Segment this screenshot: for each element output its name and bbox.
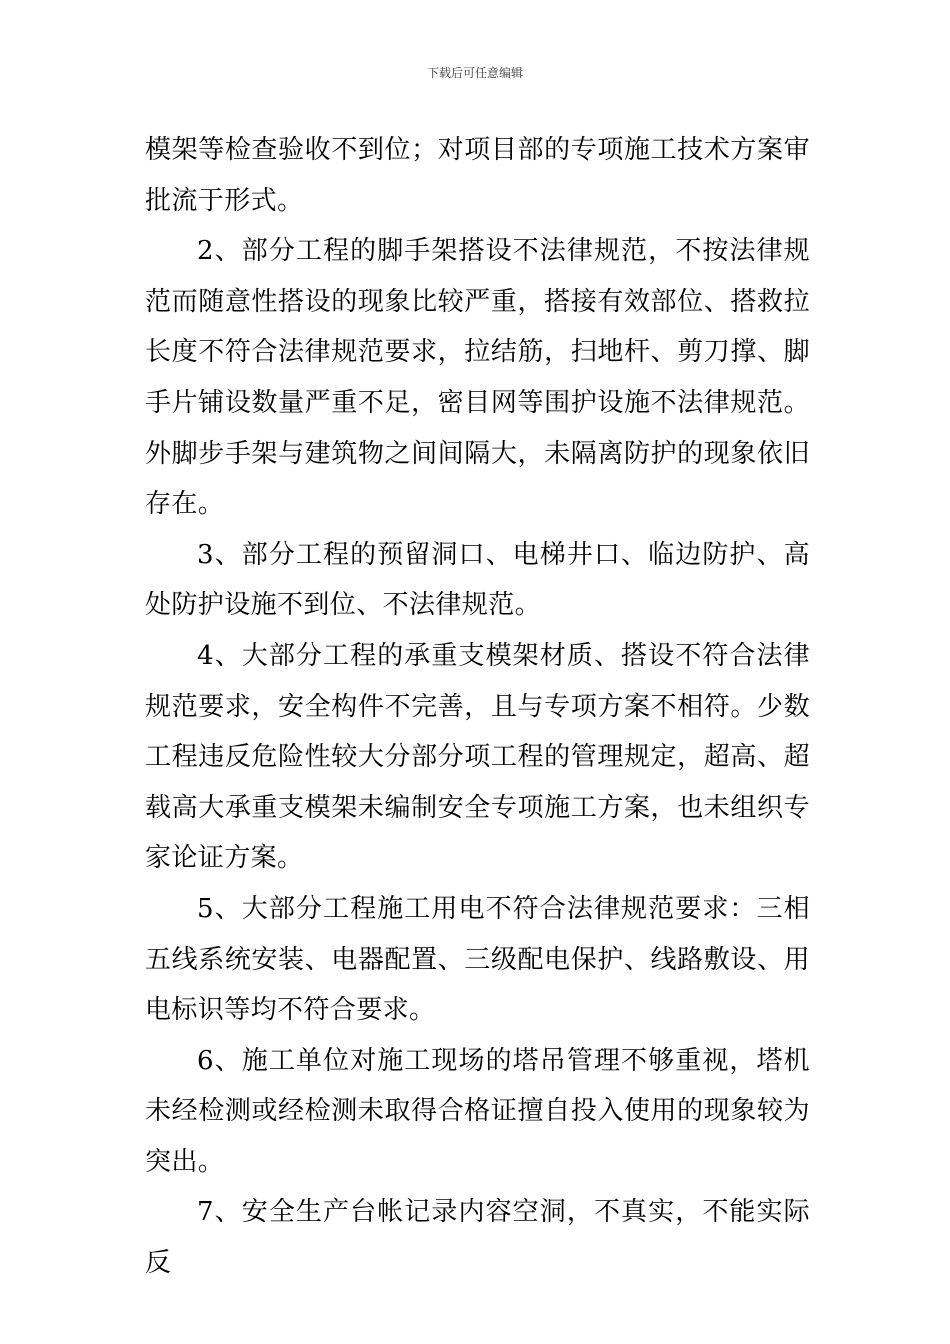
paragraph-7: 7、安全生产台帐记录内容空洞，不真实，不能实际反 <box>145 1197 810 1279</box>
paragraph-2: 2、部分工程的脚手架搭设不法律规范，不按法律规范而随意性搭设的现象比较严重，搭接有效部位、搭救拉长度不符合法律规范要求，拉结筋，扫地杆、剪刀撑、脚手片铺设数量严重不足，密目网等围护设施不法律规范。外脚步手架与建筑物之间间隔大，未隔离防护的现象依旧存在。 <box>145 236 810 520</box>
document-body <box>145 125 810 1289</box>
page-header: 下载后可任意编辑 <box>426 66 523 80</box>
paragraph-6: 6、施工单位对施工现场的塔吊管理不够重视，塔机未经检测或经检测未取得合格证擅自投入使用的现象较为突出。 <box>145 1045 810 1177</box>
paragraph-1: 模架等检查验收不到位；对项目部的专项施工技术方案审批流于形式。 <box>145 135 810 216</box>
paragraph-5: 5、大部分工程施工用电不符合法律规范要求：三相五线系统安装、电器配置、三级配电保护、线路敷设、用电标识等均不符合要求。 <box>145 893 810 1026</box>
paragraph-4: 4、大部分工程的承重支模架材质、搭设不符合法律规范要求，安全构件不完善，且与专项方案不相符。少数工程违反危险性较大分部分项工程的管理规定，超高、超载高大承重支模架未编制安全专项施工方案，也未组织专家论证方案。 <box>145 640 810 874</box>
paragraph-3: 3、部分工程的预留洞口、电梯井口、临边防护、高处防护设施不到位、不法律规范。 <box>145 539 810 621</box>
